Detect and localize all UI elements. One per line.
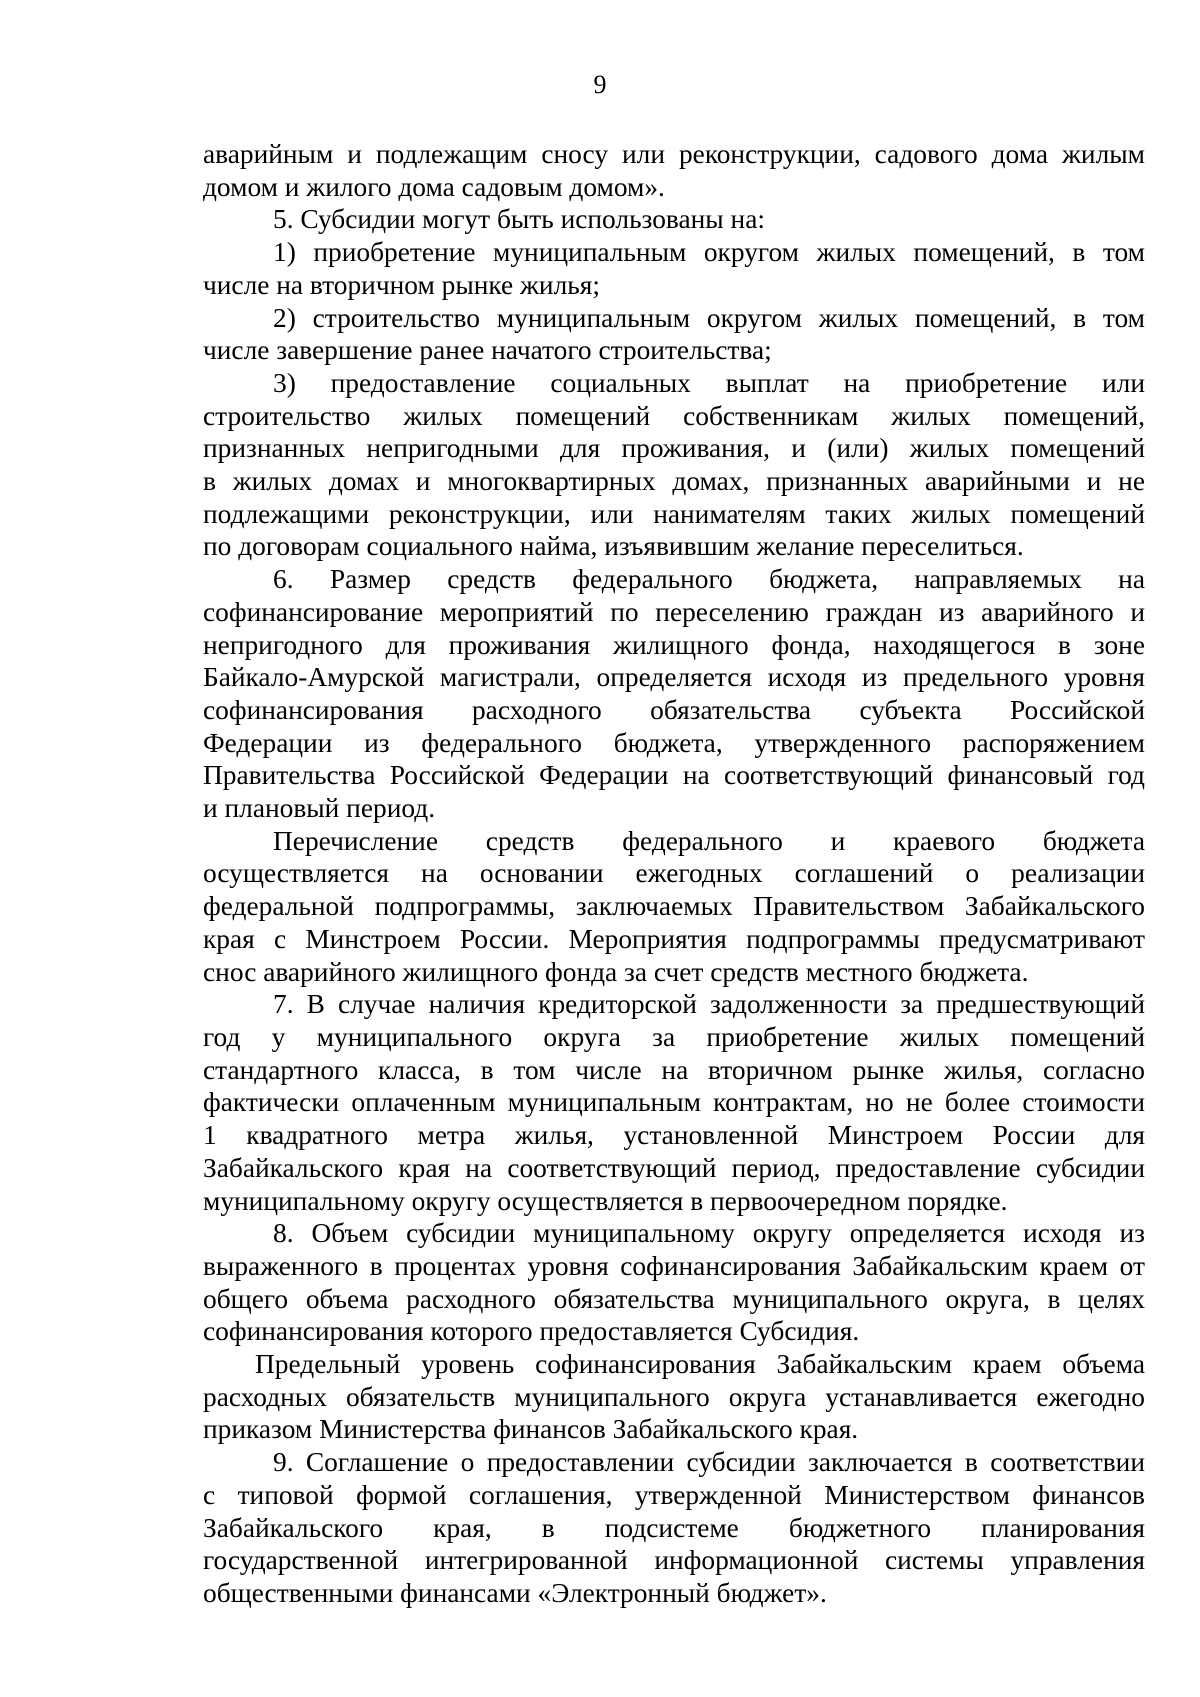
- text-line: 9. Соглашение о предоставлении субсидии заключается в соответствии: [273, 1447, 1145, 1478]
- paragraph-p10: [203, 1446, 1145, 1610]
- paragraph-p2: [203, 236, 1145, 301]
- text-line: края с Минстроем России. Мероприятия подпрограммы предусматривают: [203, 923, 1145, 954]
- paragraph-p4: [203, 367, 1145, 563]
- text-line: стандартного класса, в том числе на вторичном рынке жилья, согласно: [203, 1054, 1145, 1085]
- paragraph-p5: [203, 563, 1145, 825]
- text-line: числе завершение ранее начатого строительства;: [203, 335, 772, 366]
- paragraph-p1: [203, 203, 1145, 236]
- text-line: подлежащими реконструкции, или нанимателям таких жилых помещений: [203, 498, 1145, 529]
- paragraph-p7: [203, 988, 1145, 1217]
- text-line: 2) строительство муниципальным округом жилых помещений, в том: [273, 302, 1145, 333]
- text-line: год у муниципального округа за приобретение жилых помещений: [203, 1021, 1145, 1052]
- paragraph-p8: [203, 1217, 1145, 1348]
- text-line: государственной интегрированной информационной системы управления: [203, 1545, 1145, 1576]
- text-line: расходных обязательств муниципального округа устанавливается ежегодно: [203, 1381, 1145, 1412]
- text-line: 1) приобретение муниципальным округом жилых помещений, в том: [273, 237, 1145, 268]
- paragraph-p0: [203, 138, 1145, 203]
- text-line: федеральной подпрограммы, заключаемых Правительством Забайкальского: [203, 891, 1145, 922]
- text-line: в жилых домах и многоквартирных домах, признанных аварийными и не: [203, 466, 1145, 497]
- text-line: софинансирования которого предоставляется Субсидия.: [203, 1316, 860, 1347]
- text-line: фактически оплаченным муниципальным контрактам, но не более стоимости: [203, 1087, 1145, 1118]
- text-line: непригодного для проживания жилищного фонда, находящегося в зоне: [203, 629, 1145, 660]
- text-line: Забайкальского края на соответствующий период, предоставление субсидии: [203, 1152, 1145, 1183]
- text-line: Правительства Российской Федерации на соответствующий финансовый год: [203, 760, 1145, 791]
- page-number: 9: [593, 70, 607, 99]
- text-line: 6. Размер средств федерального бюджета, направляемых на: [273, 564, 1145, 595]
- text-line: Забайкальского края, в подсистеме бюджетного планирования: [203, 1512, 1145, 1543]
- text-line: 8. Объем субсидии муниципальному округу определяется исходя из: [273, 1218, 1145, 1249]
- text-line: Предельный уровень софинансирования Забайкальским краем объема: [255, 1349, 1145, 1380]
- text-line: 7. В случае наличия кредиторской задолженности за предшествующий: [273, 989, 1145, 1020]
- text-line: с типовой формой соглашения, утвержденной Министерством финансов: [203, 1479, 1145, 1510]
- text-line: выраженного в процентах уровня софинансирования Забайкальским краем от: [203, 1250, 1145, 1281]
- text-line: Перечисление средств федерального и краевого бюджета: [273, 825, 1145, 856]
- text-line: приказом Министерства финансов Забайкальского края.: [203, 1414, 859, 1445]
- text-line: домом и жилого дома садовым домом».: [203, 171, 665, 202]
- text-line: 1 квадратного метра жилья, установленной Минстроем России для: [203, 1120, 1145, 1151]
- text-line: софинансирование мероприятий по переселению граждан из аварийного и: [203, 596, 1145, 627]
- text-line: 3) предоставление социальных выплат на приобретение или: [273, 367, 1145, 398]
- text-line: 5. Субсидии могут быть использованы на:: [273, 204, 765, 235]
- text-line: снос аварийного жилищного фонда за счет средств местного бюджета.: [203, 956, 1029, 987]
- text-line: Федерации из федерального бюджета, утвержденного распоряжением: [203, 727, 1145, 758]
- text-line: и плановый период.: [203, 793, 436, 824]
- text-line: Байкало-Амурской магистрали, определяется исходя из предельного уровня: [203, 662, 1145, 693]
- paragraph-p9: [203, 1348, 1145, 1446]
- text-line: общего объема расходного обязательства муниципального округа, в целях: [203, 1283, 1145, 1314]
- document-body: [203, 138, 1145, 1610]
- paragraph-p6: [203, 825, 1145, 989]
- text-line: аварийным и подлежащим сносу или реконструкции, садового дома жилым: [203, 139, 1145, 169]
- text-line: строительство жилых помещений собственникам жилых помещений,: [203, 400, 1145, 431]
- paragraph-p3: [203, 302, 1145, 367]
- text-line: признанных непригодными для проживания, и (или) жилых помещений: [203, 433, 1145, 464]
- text-line: осуществляется на основании ежегодных соглашений о реализации: [203, 858, 1145, 889]
- text-line: софинансирования расходного обязательства субъекта Российской: [203, 694, 1145, 725]
- text-line: числе на вторичном рынке жилья;: [203, 269, 600, 300]
- text-line: по договорам социального найма, изъявившим желание переселиться.: [203, 531, 1024, 562]
- text-line: общественными финансами «Электронный бюджет».: [203, 1577, 827, 1608]
- text-line: муниципальному округу осуществляется в первоочередном порядке.: [203, 1185, 1008, 1216]
